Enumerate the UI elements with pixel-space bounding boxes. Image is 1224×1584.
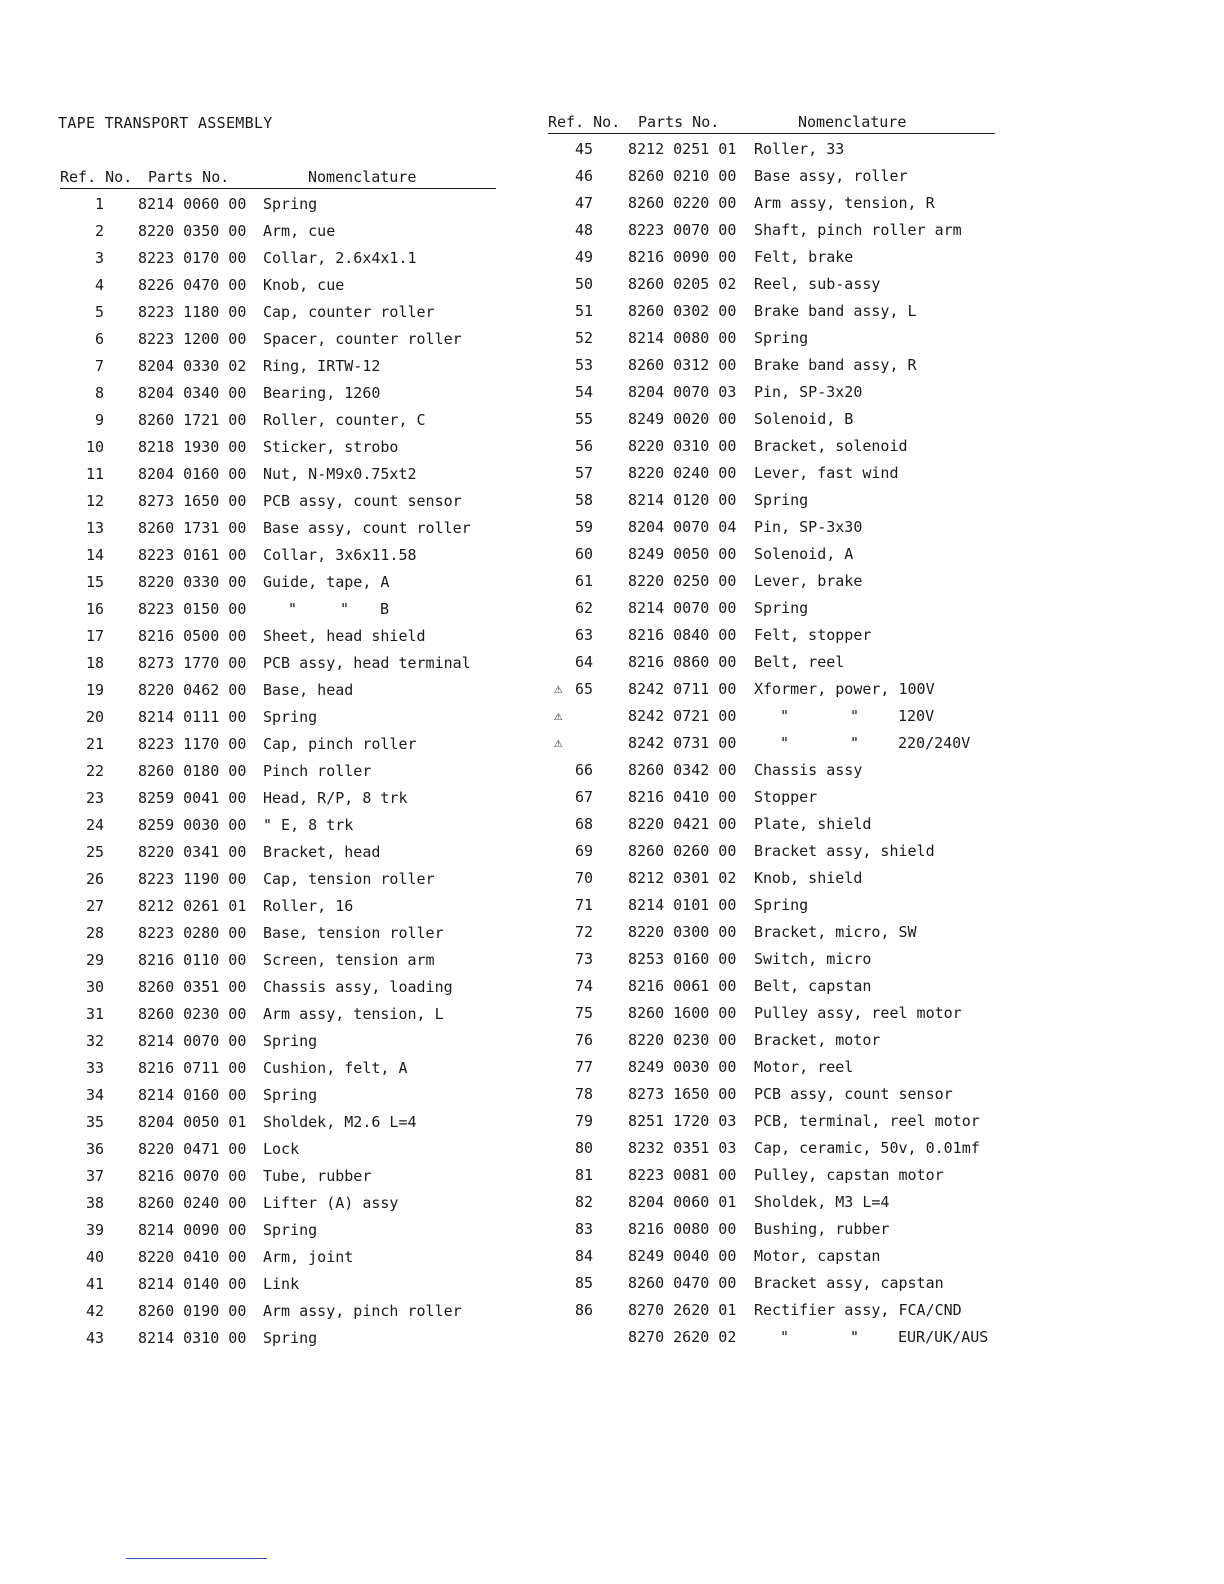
part-number: 8216 0840 00 — [628, 626, 737, 644]
nomenclature: Base, head — [263, 681, 354, 699]
nomenclature: Spring — [263, 1032, 318, 1050]
part-number: 8220 0462 00 — [138, 681, 247, 699]
nomenclature: Felt, brake — [754, 248, 854, 266]
part-number: 8214 0070 00 — [138, 1032, 247, 1050]
ref-number: 21 — [85, 735, 104, 753]
ref-number: 50 — [574, 275, 593, 293]
ref-number: 7 — [94, 357, 104, 375]
part-number: 8223 0161 00 — [138, 546, 247, 564]
nomenclature: Shaft, pinch roller arm — [754, 221, 962, 239]
part-number: 8273 1650 00 — [628, 1085, 737, 1103]
part-number: 8260 0180 00 — [138, 762, 247, 780]
nomenclature: Lever, brake — [754, 572, 863, 590]
nomenclature: Motor, capstan — [754, 1247, 881, 1265]
part-number: 8232 0351 03 — [628, 1139, 737, 1157]
part-number: 8214 0140 00 — [138, 1275, 247, 1293]
ref-number: 15 — [85, 573, 104, 591]
ref-number: 49 — [574, 248, 593, 266]
ref-number: 39 — [85, 1221, 104, 1239]
nomenclature: Base assy, count roller — [263, 519, 471, 537]
nomenclature: Stopper — [754, 788, 818, 806]
nomenclature: Bracket assy, capstan — [754, 1274, 944, 1292]
ref-number: 51 — [574, 302, 593, 320]
col-nomenclature-header: Nomenclature — [798, 113, 907, 131]
part-number: 8216 0070 00 — [138, 1167, 247, 1185]
ref-number: 19 — [85, 681, 104, 699]
nomenclature: Base, tension roller — [263, 924, 444, 942]
part-number: 8223 1190 00 — [138, 870, 247, 888]
part-number: 8253 0160 00 — [628, 950, 737, 968]
part-number: 8270 2620 02 — [628, 1328, 737, 1346]
nomenclature: Sholdek, M3 L=4 — [754, 1193, 890, 1211]
part-number: 8260 0220 00 — [628, 194, 737, 212]
ref-number: 56 — [574, 437, 593, 455]
nomenclature: Roller, 16 — [263, 897, 354, 915]
col-part-header: Parts No. — [148, 168, 230, 186]
nomenclature: Sticker, strobo — [263, 438, 399, 456]
nomenclature: Knob, shield — [754, 869, 863, 887]
nomenclature: Spring — [263, 195, 318, 213]
ref-number: 59 — [574, 518, 593, 536]
part-number: 8223 1180 00 — [138, 303, 247, 321]
part-number: 8204 0070 03 — [628, 383, 737, 401]
ditto-mark: " — [850, 707, 860, 725]
ref-number: 5 — [94, 303, 104, 321]
nomenclature: Pin, SP-3x30 — [754, 518, 863, 536]
nomenclature: Spacer, counter roller — [263, 330, 462, 348]
nomenclature: Chassis assy — [754, 761, 863, 779]
nomenclature: Screen, tension arm — [263, 951, 435, 969]
ref-number: 61 — [574, 572, 593, 590]
part-number: 8259 0030 00 — [138, 816, 247, 834]
ref-number: 79 — [574, 1112, 593, 1130]
nomenclature: Spring — [263, 1329, 318, 1347]
nomenclature: Solenoid, A — [754, 545, 854, 563]
part-number: 8220 0230 00 — [628, 1031, 737, 1049]
ref-number: 53 — [574, 356, 593, 374]
part-number: 8216 0090 00 — [628, 248, 737, 266]
nomenclature: Ring, IRTW-12 — [263, 357, 381, 375]
ref-number: 85 — [574, 1274, 593, 1292]
ref-number: 23 — [85, 789, 104, 807]
ref-number: 42 — [85, 1302, 104, 1320]
part-number: 8220 0330 00 — [138, 573, 247, 591]
part-number: 8214 0310 00 — [138, 1329, 247, 1347]
ref-number: 57 — [574, 464, 593, 482]
ref-number: 75 — [574, 1004, 593, 1022]
part-number: 8249 0050 00 — [628, 545, 737, 563]
ref-number: 18 — [85, 654, 104, 672]
ditto-mark: " — [850, 734, 860, 752]
nomenclature: Pin, SP-3x20 — [754, 383, 863, 401]
part-number: 8220 0421 00 — [628, 815, 737, 833]
nomenclature: Roller, counter, C — [263, 411, 426, 429]
nomenclature: Switch, micro — [754, 950, 872, 968]
nomenclature: Arm assy, tension, R — [754, 194, 935, 212]
nomenclature: Collar, 3x6x11.58 — [263, 546, 417, 564]
nomenclature: Pinch roller — [263, 762, 372, 780]
part-number: 8220 0350 00 — [138, 222, 247, 240]
col-nomenclature-header: Nomenclature — [308, 168, 417, 186]
part-number: 8260 0205 02 — [628, 275, 737, 293]
nomenclature: Cap, ceramic, 50v, 0.01mf — [754, 1139, 980, 1157]
nomenclature-suffix: 220/240V — [898, 734, 971, 752]
ref-number: 2 — [94, 222, 104, 240]
ref-number: 82 — [574, 1193, 593, 1211]
ref-number: 29 — [85, 951, 104, 969]
nomenclature: Lifter (A) assy — [263, 1194, 399, 1212]
ref-number: 84 — [574, 1247, 593, 1265]
nomenclature: Xformer, power, 100V — [754, 680, 935, 698]
part-number: 8273 1650 00 — [138, 492, 247, 510]
part-number: 8218 1930 00 — [138, 438, 247, 456]
part-number: 8220 0471 00 — [138, 1140, 247, 1158]
ref-number: 62 — [574, 599, 593, 617]
col-ref-header: Ref. No. — [548, 113, 621, 131]
nomenclature: Spring — [754, 599, 809, 617]
part-number: 8223 0280 00 — [138, 924, 247, 942]
part-number: 8216 0500 00 — [138, 627, 247, 645]
ref-number: 8 — [94, 384, 104, 402]
ref-number: 65 — [574, 680, 593, 698]
part-number: 8214 0090 00 — [138, 1221, 247, 1239]
nomenclature-suffix: EUR/UK/AUS — [898, 1328, 989, 1346]
part-number: 8216 0061 00 — [628, 977, 737, 995]
col-ref-header: Ref. No. — [60, 168, 133, 186]
part-number: 8204 0160 00 — [138, 465, 247, 483]
ref-number: 35 — [85, 1113, 104, 1131]
ref-number: 78 — [574, 1085, 593, 1103]
ref-number: 77 — [574, 1058, 593, 1076]
nomenclature: Belt, capstan — [754, 977, 872, 995]
part-number: 8260 0470 00 — [628, 1274, 737, 1292]
ref-number: 74 — [574, 977, 593, 995]
ref-number: 69 — [574, 842, 593, 860]
part-number: 8260 1721 00 — [138, 411, 247, 429]
part-number: 8204 0340 00 — [138, 384, 247, 402]
nomenclature: Rectifier assy, FCA/CND — [754, 1301, 962, 1319]
ref-number: 43 — [85, 1329, 104, 1347]
nomenclature: PCB assy, count sensor — [263, 492, 462, 510]
part-number: 8220 0410 00 — [138, 1248, 247, 1266]
ref-number: 76 — [574, 1031, 593, 1049]
ref-number: 60 — [574, 545, 593, 563]
part-number: 8251 1720 03 — [628, 1112, 737, 1130]
nomenclature: Base assy, roller — [754, 167, 908, 185]
part-number: 8260 1731 00 — [138, 519, 247, 537]
ref-number: 20 — [85, 708, 104, 726]
part-number: 8204 0050 01 — [138, 1113, 247, 1131]
part-number: 8216 0110 00 — [138, 951, 247, 969]
nomenclature: Bracket, micro, SW — [754, 923, 917, 941]
ref-number: 64 — [574, 653, 593, 671]
nomenclature: Arm assy, pinch roller — [263, 1302, 462, 1320]
part-number: 8216 0860 00 — [628, 653, 737, 671]
part-number: 8212 0301 02 — [628, 869, 737, 887]
warning-triangle-icon: ⚠ — [554, 735, 563, 751]
ref-number: 16 — [85, 600, 104, 618]
part-number: 8220 0250 00 — [628, 572, 737, 590]
nomenclature: Arm assy, tension, L — [263, 1005, 444, 1023]
ref-number: 38 — [85, 1194, 104, 1212]
nomenclature: Belt, reel — [754, 653, 845, 671]
ref-number: 36 — [85, 1140, 104, 1158]
ditto-mark: " — [288, 600, 298, 618]
ref-number: 33 — [85, 1059, 104, 1077]
ref-number: 40 — [85, 1248, 104, 1266]
part-number: 8223 1170 00 — [138, 735, 247, 753]
ref-number: 28 — [85, 924, 104, 942]
ref-number: 68 — [574, 815, 593, 833]
part-number: 8270 2620 01 — [628, 1301, 737, 1319]
nomenclature: Cap, tension roller — [263, 870, 435, 888]
part-number: 8242 0721 00 — [628, 707, 737, 725]
nomenclature: Solenoid, B — [754, 410, 854, 428]
part-number: 8260 1600 00 — [628, 1004, 737, 1022]
nomenclature: PCB assy, head terminal — [263, 654, 471, 672]
part-number: 8214 0101 00 — [628, 896, 737, 914]
ref-number: 54 — [574, 383, 593, 401]
part-number: 8259 0041 00 — [138, 789, 247, 807]
ref-number: 81 — [574, 1166, 593, 1184]
nomenclature: Plate, shield — [754, 815, 872, 833]
part-number: 8223 1200 00 — [138, 330, 247, 348]
ref-number: 41 — [85, 1275, 104, 1293]
warning-triangle-icon: ⚠ — [554, 681, 563, 697]
warning-triangle-icon: ⚠ — [554, 708, 563, 724]
nomenclature: Bracket, motor — [754, 1031, 881, 1049]
nomenclature: Bracket assy, shield — [754, 842, 935, 860]
ref-number: 9 — [94, 411, 104, 429]
part-number: 8223 0070 00 — [628, 221, 737, 239]
ref-number: 58 — [574, 491, 593, 509]
nomenclature: Cushion, felt, A — [263, 1059, 408, 1077]
part-number: 8260 0351 00 — [138, 978, 247, 996]
nomenclature: Motor, reel — [754, 1058, 854, 1076]
ref-number: 66 — [574, 761, 593, 779]
ref-number: 47 — [574, 194, 593, 212]
ref-number: 70 — [574, 869, 593, 887]
nomenclature: Roller, 33 — [754, 140, 845, 158]
ref-number: 37 — [85, 1167, 104, 1185]
ref-number: 12 — [85, 492, 104, 510]
part-number: 8260 0312 00 — [628, 356, 737, 374]
footer-rule — [126, 1558, 267, 1559]
ditto-mark: " — [780, 707, 790, 725]
part-number: 8214 0111 00 — [138, 708, 247, 726]
part-number: 8273 1770 00 — [138, 654, 247, 672]
ref-number: 10 — [85, 438, 104, 456]
part-number: 8226 0470 00 — [138, 276, 247, 294]
ref-number: 27 — [85, 897, 104, 915]
ref-number: 14 — [85, 546, 104, 564]
right-table-header — [548, 113, 995, 134]
ref-number: 86 — [574, 1301, 593, 1319]
part-number: 8260 0260 00 — [628, 842, 737, 860]
nomenclature: Spring — [263, 1221, 318, 1239]
part-number: 8214 0080 00 — [628, 329, 737, 347]
nomenclature: Sheet, head shield — [263, 627, 426, 645]
ref-number: 67 — [574, 788, 593, 806]
nomenclature: Reel, sub-assy — [754, 275, 881, 293]
ref-number: 11 — [85, 465, 104, 483]
nomenclature: Cap, counter roller — [263, 303, 435, 321]
part-number: 8249 0030 00 — [628, 1058, 737, 1076]
ref-number: 80 — [574, 1139, 593, 1157]
part-number: 8223 0081 00 — [628, 1166, 737, 1184]
ref-number: 17 — [85, 627, 104, 645]
col-part-header: Parts No. — [638, 113, 720, 131]
ditto-mark: " — [850, 1328, 860, 1346]
page-title: TAPE TRANSPORT ASSEMBLY — [58, 114, 273, 132]
ref-number: 73 — [574, 950, 593, 968]
ref-number: 13 — [85, 519, 104, 537]
part-number: 8214 0070 00 — [628, 599, 737, 617]
part-number: 8260 0210 00 — [628, 167, 737, 185]
nomenclature: Spring — [754, 896, 809, 914]
nomenclature: PCB, terminal, reel motor — [754, 1112, 980, 1130]
part-number: 8212 0261 01 — [138, 897, 247, 915]
nomenclature: Guide, tape, A — [263, 573, 390, 591]
part-number: 8216 0711 00 — [138, 1059, 247, 1077]
part-number: 8220 0300 00 — [628, 923, 737, 941]
part-number: 8214 0120 00 — [628, 491, 737, 509]
part-number: 8223 0150 00 — [138, 600, 247, 618]
ref-number: 31 — [85, 1005, 104, 1023]
ditto-mark: " — [340, 600, 350, 618]
ref-number: 26 — [85, 870, 104, 888]
nomenclature: Lock — [263, 1140, 300, 1158]
nomenclature: Spring — [263, 1086, 318, 1104]
nomenclature: Link — [263, 1275, 300, 1293]
nomenclature: Nut, N-M9x0.75xt2 — [263, 465, 417, 483]
ref-number: 83 — [574, 1220, 593, 1238]
part-number: 8214 0060 00 — [138, 195, 247, 213]
part-number: 8260 0190 00 — [138, 1302, 247, 1320]
nomenclature: Tube, rubber — [263, 1167, 372, 1185]
ref-number: 48 — [574, 221, 593, 239]
nomenclature-suffix: B — [380, 600, 390, 618]
part-number: 8220 0341 00 — [138, 843, 247, 861]
nomenclature: Cap, pinch roller — [263, 735, 417, 753]
nomenclature-suffix: 120V — [898, 707, 935, 725]
ref-number: 1 — [94, 195, 104, 213]
part-number: 8249 0040 00 — [628, 1247, 737, 1265]
ref-number: 30 — [85, 978, 104, 996]
ref-number: 45 — [574, 140, 593, 158]
part-number: 8223 0170 00 — [138, 249, 247, 267]
left-table-header — [60, 168, 496, 189]
ref-number: 63 — [574, 626, 593, 644]
part-number: 8216 0410 00 — [628, 788, 737, 806]
nomenclature: Bracket, solenoid — [754, 437, 908, 455]
part-number: 8260 0230 00 — [138, 1005, 247, 1023]
nomenclature: " E, 8 trk — [263, 816, 354, 834]
nomenclature: Spring — [754, 329, 809, 347]
nomenclature: Collar, 2.6x4x1.1 — [263, 249, 417, 267]
ref-number: 71 — [574, 896, 593, 914]
nomenclature: Bearing, 1260 — [263, 384, 381, 402]
nomenclature: Felt, stopper — [754, 626, 872, 644]
part-number: 8220 0310 00 — [628, 437, 737, 455]
ref-number: 24 — [85, 816, 104, 834]
ditto-mark: " — [780, 1328, 790, 1346]
ref-number: 55 — [574, 410, 593, 428]
ref-number: 32 — [85, 1032, 104, 1050]
nomenclature: Sholdek, M2.6 L=4 — [263, 1113, 417, 1131]
ref-number: 6 — [94, 330, 104, 348]
nomenclature: Brake band assy, R — [754, 356, 917, 374]
part-number: 8212 0251 01 — [628, 140, 737, 158]
nomenclature: Bracket, head — [263, 843, 381, 861]
part-number: 8204 0060 01 — [628, 1193, 737, 1211]
nomenclature: Brake band assy, L — [754, 302, 917, 320]
nomenclature: Pulley, capstan motor — [754, 1166, 944, 1184]
nomenclature: Pulley assy, reel motor — [754, 1004, 962, 1022]
part-number: 8260 0302 00 — [628, 302, 737, 320]
ref-number: 4 — [94, 276, 104, 294]
ref-number: 3 — [94, 249, 104, 267]
nomenclature: PCB assy, count sensor — [754, 1085, 953, 1103]
ref-number: 22 — [85, 762, 104, 780]
nomenclature: Spring — [754, 491, 809, 509]
nomenclature: Knob, cue — [263, 276, 345, 294]
nomenclature: Bushing, rubber — [754, 1220, 890, 1238]
ref-number: 34 — [85, 1086, 104, 1104]
part-number: 8242 0731 00 — [628, 734, 737, 752]
ref-number: 72 — [574, 923, 593, 941]
part-number: 8220 0240 00 — [628, 464, 737, 482]
part-number: 8249 0020 00 — [628, 410, 737, 428]
nomenclature: Lever, fast wind — [754, 464, 899, 482]
part-number: 8204 0330 02 — [138, 357, 247, 375]
part-number: 8216 0080 00 — [628, 1220, 737, 1238]
part-number: 8242 0711 00 — [628, 680, 737, 698]
ref-number: 25 — [85, 843, 104, 861]
ref-number: 52 — [574, 329, 593, 347]
nomenclature: Arm, cue — [263, 222, 336, 240]
part-number: 8260 0240 00 — [138, 1194, 247, 1212]
part-number: 8204 0070 04 — [628, 518, 737, 536]
ditto-mark: " — [780, 734, 790, 752]
part-number: 8214 0160 00 — [138, 1086, 247, 1104]
part-number: 8260 0342 00 — [628, 761, 737, 779]
nomenclature: Chassis assy, loading — [263, 978, 453, 996]
ref-number: 46 — [574, 167, 593, 185]
nomenclature: Spring — [263, 708, 318, 726]
nomenclature: Head, R/P, 8 trk — [263, 789, 408, 807]
nomenclature: Arm, joint — [263, 1248, 354, 1266]
